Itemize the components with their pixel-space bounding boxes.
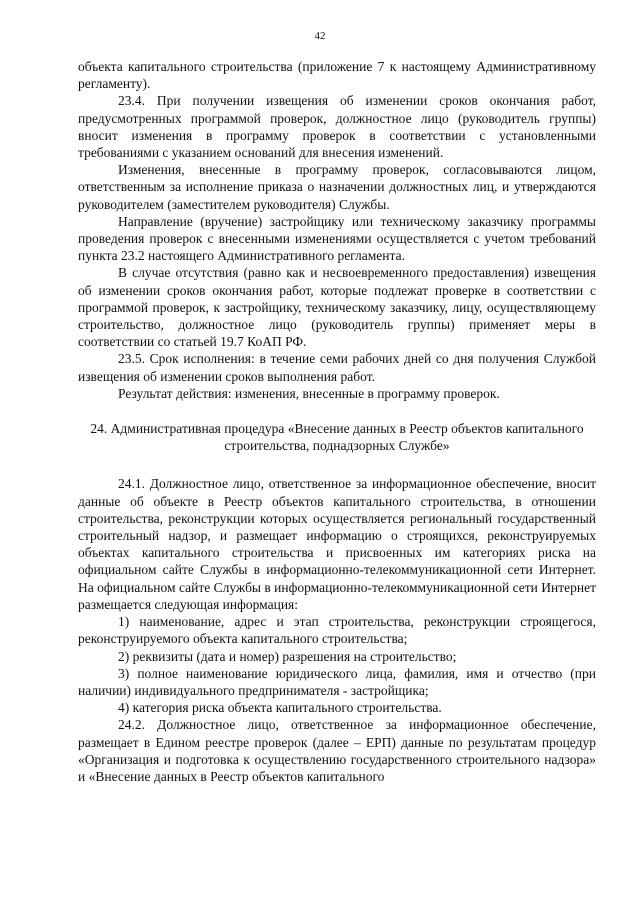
paragraph-23-5: 23.5. Срок исполнения: в течение семи рабочих дней со дня получения Службой извещения об изменении сроков выполнения работ. [78, 351, 596, 384]
paragraph-result: Результат действия: изменения, внесенные в программу проверок. [118, 385, 500, 401]
list-item-2: 2) реквизиты (дата и номер) разрешения на строительство; [118, 648, 457, 664]
paragraph-23-4: 23.4. При получении извещения об изменении сроков окончания работ, предусмотренных программой проверок, должностное лицо (руководитель группы) вносит изменения в программу проверок в соответствии с установленными требованиями с указанием оснований для внесения изменений. [78, 93, 596, 161]
paragraph-24-2: 24.2. Должностное лицо, ответственное за информационное обеспечение, размещает в Едином реестре проверок (далее – ЕРП) данные по результатам процедур «Организация и подготовка к осуществлению государственного строительного надзора» и «Внесение данных в Реестр объектов капитального [78, 717, 596, 784]
document-body [78, 58, 596, 785]
paragraph-delivery: Направление (вручение) застройщику или техническому заказчику программы проведения проверок с внесенными изменениями осуществляется с учетом требований пункта 23.2 настоящего Административного регламента. [78, 213, 596, 264]
paragraph-changes-approval: Изменения, внесенные в программу проверок, согласовываются лицом, ответственным за исполнение приказа о назначении должностных лиц, и утверждаются руководителем (заместителем руководителя) Службы. [78, 162, 596, 212]
list-item-1: 1) наименование, адрес и этап строительства, реконструкции строящегося, реконструируемого объекта капитального строительства; [78, 614, 596, 647]
paragraph-continuation: объекта капитального строительства (приложение 7 к настоящему Административному регламенту). [78, 59, 596, 92]
list-item-4: 4) категория риска объекта капитального строительства. [118, 700, 442, 716]
list-item-3: 3) полное наименование юридического лица, фамилия, имя и отчество (при наличии) индивидуального предпринимателя - застройщика; [78, 665, 596, 698]
paragraph-absence-measures: В случае отсутствия (равно как и несвоевременного предоставления) извещения об изменении сроков окончания работ, которые подлежат проверке в соответствии с программой проверок, к застройщику, техническому заказчику, лицу, осуществляющему строительство, должностное лицо (руководитель группы) применяет меры в соответствии со статьей 19.7 КоАП РФ. [78, 265, 596, 350]
page-number: 42 [314, 30, 326, 42]
paragraph-24-1: 24.1. Должностное лицо, ответственное за информационное обеспечение, вносит данные об объекте в Реестр объектов капитального строительства, в отношении строительства, реконструкции которых осуществляется региональный государственный строительный надзор, и размещает информацию о строящихся, реконструируемых объектах капитального строительства и присвоенных им категориях риска на официальном сайте Службы в информационно-телекоммуникационной сети Интернет. На официальном сайте Службы в информационно-телекоммуникационной сети Интернет размещается следующая информация: [78, 476, 596, 612]
section-heading-24: 24. Административная процедура «Внесение данных в Реестр объектов капитального строительства, поднадзорных Службе» [90, 421, 584, 454]
